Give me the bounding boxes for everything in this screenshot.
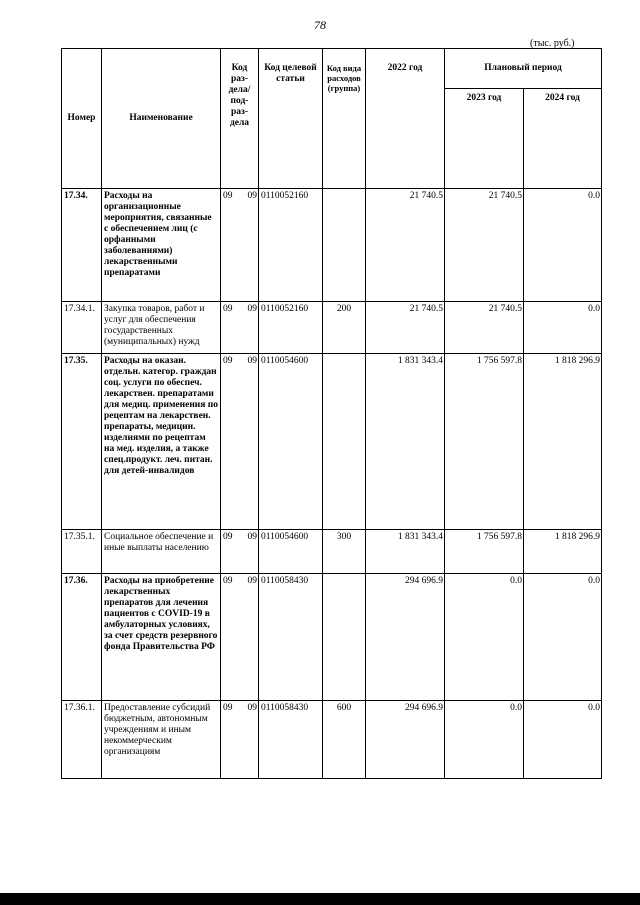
header-year-2022: 2022 год xyxy=(366,49,445,189)
row-name: Социальное обеспечение и иные выплаты населению xyxy=(102,530,221,574)
row-number: 17.34. xyxy=(62,189,102,302)
budget-table xyxy=(61,48,602,779)
scan-edge-bar xyxy=(0,893,640,905)
row-subsection: 09 xyxy=(240,189,259,302)
row-target-code: 0110058430 xyxy=(259,574,323,701)
row-2024: 1 818 296.9 xyxy=(524,530,602,574)
row-section: 09 xyxy=(221,701,240,779)
row-name: Расходы на организационные мероприятия, связанные с обеспечением лиц (с орфанными заболеваниями) лекарственными препаратами xyxy=(102,189,221,302)
row-target-code: 0110054600 xyxy=(259,354,323,530)
row-name: Закупка товаров, работ и услуг для обеспечения государственных (муниципальных) нужд xyxy=(102,302,221,354)
row-section: 09 xyxy=(221,354,240,530)
row-2023: 0.0 xyxy=(445,574,524,701)
row-subsection: 09 xyxy=(240,530,259,574)
header-target-code: Код целевой статьи xyxy=(259,49,323,189)
row-section: 09 xyxy=(221,574,240,701)
row-2023: 1 756 597.8 xyxy=(445,354,524,530)
row-number: 17.35. xyxy=(62,354,102,530)
row-expense-type: 300 xyxy=(323,530,366,574)
table-row xyxy=(62,189,602,302)
row-expense-type xyxy=(323,354,366,530)
row-2024: 0.0 xyxy=(524,701,602,779)
row-name: Расходы на приобретение лекарственных препаратов для лечения пациентов с COVID-19 в амбулаторных условиях, за счет средств резервного фонда Правительства РФ xyxy=(102,574,221,701)
header-year-2023: 2023 год xyxy=(445,89,524,189)
row-section: 09 xyxy=(221,530,240,574)
row-2023: 1 756 597.8 xyxy=(445,530,524,574)
row-expense-type xyxy=(323,189,366,302)
table-row xyxy=(62,574,602,701)
page-number: 78 xyxy=(314,18,326,32)
header-name: Наименование xyxy=(102,49,221,189)
row-2022: 294 696.9 xyxy=(366,701,445,779)
row-2023: 21 740.5 xyxy=(445,302,524,354)
row-2023: 21 740.5 xyxy=(445,189,524,302)
row-target-code: 0110054600 xyxy=(259,530,323,574)
row-subsection: 09 xyxy=(240,354,259,530)
row-2022: 294 696.9 xyxy=(366,574,445,701)
row-2023: 0.0 xyxy=(445,701,524,779)
header-expense-type-code: Код вида расходов (группа) xyxy=(323,49,366,189)
row-2022: 21 740.5 xyxy=(366,189,445,302)
row-number: 17.36.1. xyxy=(62,701,102,779)
table-row xyxy=(62,701,602,779)
header-planning-period: Плановый период xyxy=(445,49,602,89)
row-subsection: 09 xyxy=(240,302,259,354)
row-expense-type: 200 xyxy=(323,302,366,354)
table-row xyxy=(62,530,602,574)
row-target-code: 0110058430 xyxy=(259,701,323,779)
row-number: 17.35.1. xyxy=(62,530,102,574)
header-section-code: Код раз-дела/ под-раз-дела xyxy=(221,49,259,189)
header-year-2024: 2024 год xyxy=(524,89,602,189)
row-section: 09 xyxy=(221,189,240,302)
row-target-code: 0110052160 xyxy=(259,189,323,302)
row-2022: 21 740.5 xyxy=(366,302,445,354)
row-section: 09 xyxy=(221,302,240,354)
row-2024: 0.0 xyxy=(524,574,602,701)
table-row xyxy=(62,302,602,354)
row-number: 17.34.1. xyxy=(62,302,102,354)
table-row xyxy=(62,354,602,530)
row-2024: 1 818 296.9 xyxy=(524,354,602,530)
row-subsection: 09 xyxy=(240,701,259,779)
units-label: (тыс. руб.) xyxy=(530,38,575,49)
row-expense-type: 600 xyxy=(323,701,366,779)
row-number: 17.36. xyxy=(62,574,102,701)
row-2024: 0.0 xyxy=(524,189,602,302)
row-subsection: 09 xyxy=(240,574,259,701)
row-2024: 0.0 xyxy=(524,302,602,354)
row-name: Расходы на оказан. отдельн. категор. граждан соц. услуги по обеспеч. лекарствен. препаратами для медиц. применения по рецептам на лекарствен. препараты, медицин. изделиями по рецептам на мед. изделия, а также спец.продукт. леч. питан. для детей-инвалидов xyxy=(102,354,221,530)
row-2022: 1 831 343.4 xyxy=(366,354,445,530)
row-name: Предоставление субсидий бюджетным, автономным учреждениям и иным некоммерческим организациям xyxy=(102,701,221,779)
header-number: Номер xyxy=(62,49,102,189)
row-expense-type xyxy=(323,574,366,701)
row-target-code: 0110052160 xyxy=(259,302,323,354)
row-2022: 1 831 343.4 xyxy=(366,530,445,574)
